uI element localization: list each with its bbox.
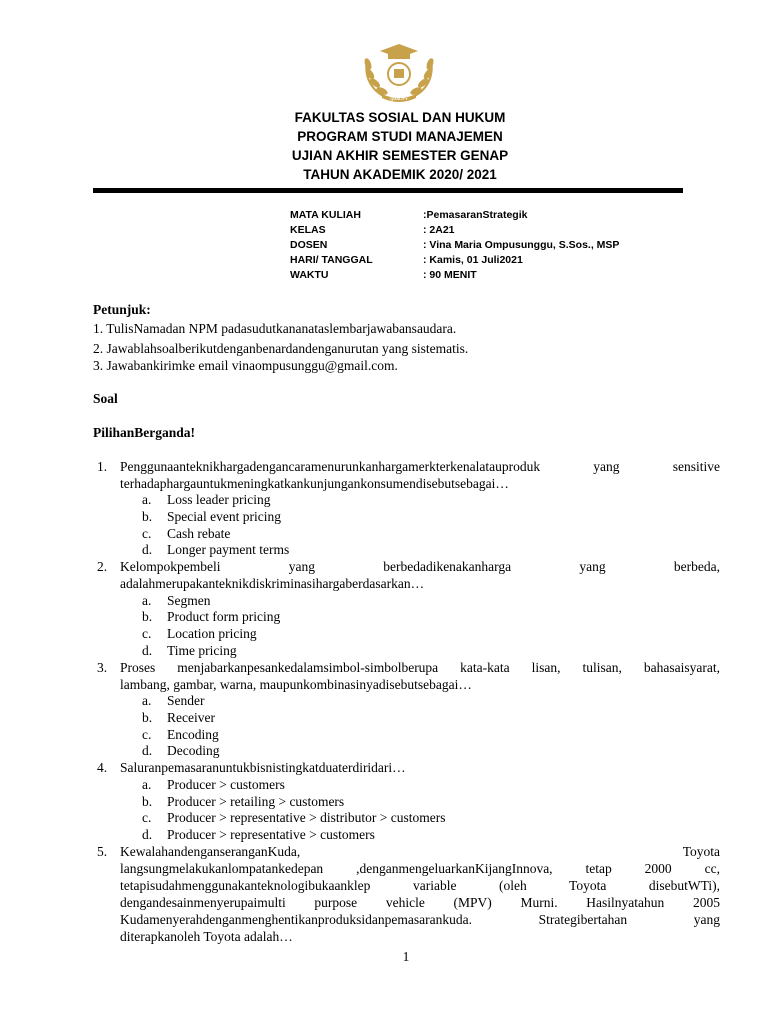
option-text: Sender	[167, 693, 205, 708]
question-text-line: diterapkanoleh Toyota adalah…	[120, 929, 293, 944]
option-letter: d.	[142, 827, 153, 842]
option-text: Decoding	[167, 743, 220, 758]
option-text: Product form pricing	[167, 609, 281, 624]
option-letter: c.	[142, 727, 152, 742]
instruction-item: 1. TulisNamadan NPM padasudutkananataslembarjawabansaudara.	[93, 321, 457, 336]
instruction-item: 3. Jawabankirimke email vinaompusunggu@gmail.com.	[93, 358, 398, 373]
option-text: Producer > customers	[167, 777, 285, 792]
option-letter: a.	[142, 492, 152, 507]
question-number: 4.	[97, 760, 108, 775]
question-text-line: Kudamenyerahdenganmenghentikanproduksidanpemasarankuda. Strategibertahan yang	[120, 912, 720, 927]
option-letter: a.	[142, 693, 152, 708]
question-text-line: terhadaphargauntukmeningkatkankunjungankonsumendisebutsebagai…	[120, 476, 509, 491]
question-text-line: langsungmelakukanlompatankedepan ,denganmengeluarkanKijangInnova, tetap 2000 cc,	[120, 861, 720, 876]
header-divider	[93, 188, 683, 193]
meta-value: : 90 MENIT	[423, 269, 477, 281]
question-number: 2.	[97, 559, 108, 574]
year-heading: TAHUN AKADEMIK 2020/ 2021	[303, 167, 497, 182]
subsection-title: PilihanBerganda!	[93, 425, 196, 440]
option-text: Producer > retailing > customers	[167, 794, 345, 809]
option-text: Time pricing	[167, 643, 237, 658]
question-text-line: dengandesainmenyerupaimulti purpose vehicle (MPV) Murni. Hasilnyatahun 2005	[120, 895, 720, 910]
option-text: Encoding	[167, 727, 219, 742]
question-text-line: Saluranpemasaranuntukbisnistingkatduaterdiridari…	[120, 760, 406, 775]
question-text-line: Kelompokpembeli yang berbedadikenakanharga yang berbeda,	[120, 559, 720, 574]
option-text: Producer > representative > distributor > customers	[167, 810, 446, 825]
option-letter: b.	[142, 509, 153, 524]
meta-value: : Vina Maria Ompusunggu, S.Sos., MSP	[423, 239, 620, 251]
question-text-line: Penggunaanteknikhargadengancaramenurunkanhargamerkterkenalatauproduk yang sensitive	[120, 459, 720, 474]
option-text: Receiver	[167, 710, 215, 725]
option-letter: b.	[142, 794, 153, 809]
option-text: Cash rebate	[167, 526, 231, 541]
question-number: 3.	[97, 660, 108, 675]
program-heading: PROGRAM STUDI MANAJEMEN	[297, 129, 503, 144]
faculty-heading: FAKULTAS SOSIAL DAN HUKUM	[294, 110, 506, 125]
option-letter: d.	[142, 542, 153, 557]
question-number: 1.	[97, 459, 108, 474]
option-letter: c.	[142, 810, 152, 825]
page-number: 1	[402, 949, 410, 964]
meta-value: : Kamis, 01 Juli2021	[423, 254, 523, 266]
option-letter: d.	[142, 643, 153, 658]
option-letter: c.	[142, 526, 152, 541]
option-text: Location pricing	[167, 626, 257, 641]
exam-heading: UJIAN AKHIR SEMESTER GENAP	[291, 148, 509, 163]
option-text: Special event pricing	[167, 509, 281, 524]
logo-text: QUALITY	[390, 96, 408, 101]
question-text-line: adalahmerupakanteknikdiskriminasihargaberdasarkan…	[120, 576, 425, 591]
question-text-line: lambang, gambar, warna, maupunkombinasinyadisebutsebagai…	[120, 677, 472, 692]
option-letter: c.	[142, 626, 152, 641]
instructions-title: Petunjuk:	[93, 302, 151, 317]
option-text: Segmen	[167, 593, 211, 608]
question-text-line: Proses menjabarkanpesankedalamsimbol-simbolberupa kata-kata lisan, tulisan, bahasaisyarat,	[120, 660, 720, 675]
option-letter: b.	[142, 609, 153, 624]
meta-key: WAKTU	[290, 269, 329, 281]
meta-value: :PemasaranStrategik	[423, 209, 528, 221]
question-text-line: KewalahandenganseranganKuda, Toyota	[120, 844, 720, 859]
meta-key: DOSEN	[290, 239, 328, 251]
option-text: Producer > representative > customers	[167, 827, 375, 842]
option-letter: b.	[142, 710, 153, 725]
option-text: Loss leader pricing	[167, 492, 271, 507]
question-text-line: tetapisudahmenggunakanteknologibukaanklep variable (oleh Toyota disebutWTi),	[120, 878, 720, 893]
meta-key: MATA KULIAH	[290, 209, 361, 221]
instruction-item: 2. Jawablahsoalberikutdenganbenardandenganurutan yang sistematis.	[93, 341, 469, 356]
section-title: Soal	[93, 391, 118, 406]
university-logo	[358, 40, 440, 104]
option-letter: a.	[142, 593, 152, 608]
option-letter: a.	[142, 777, 152, 792]
meta-value: : 2A21	[423, 224, 455, 236]
meta-key: HARI/ TANGGAL	[290, 254, 373, 266]
option-letter: d.	[142, 743, 153, 758]
question-number: 5.	[97, 844, 108, 859]
meta-key: KELAS	[290, 224, 326, 236]
option-text: Longer payment terms	[167, 542, 290, 557]
